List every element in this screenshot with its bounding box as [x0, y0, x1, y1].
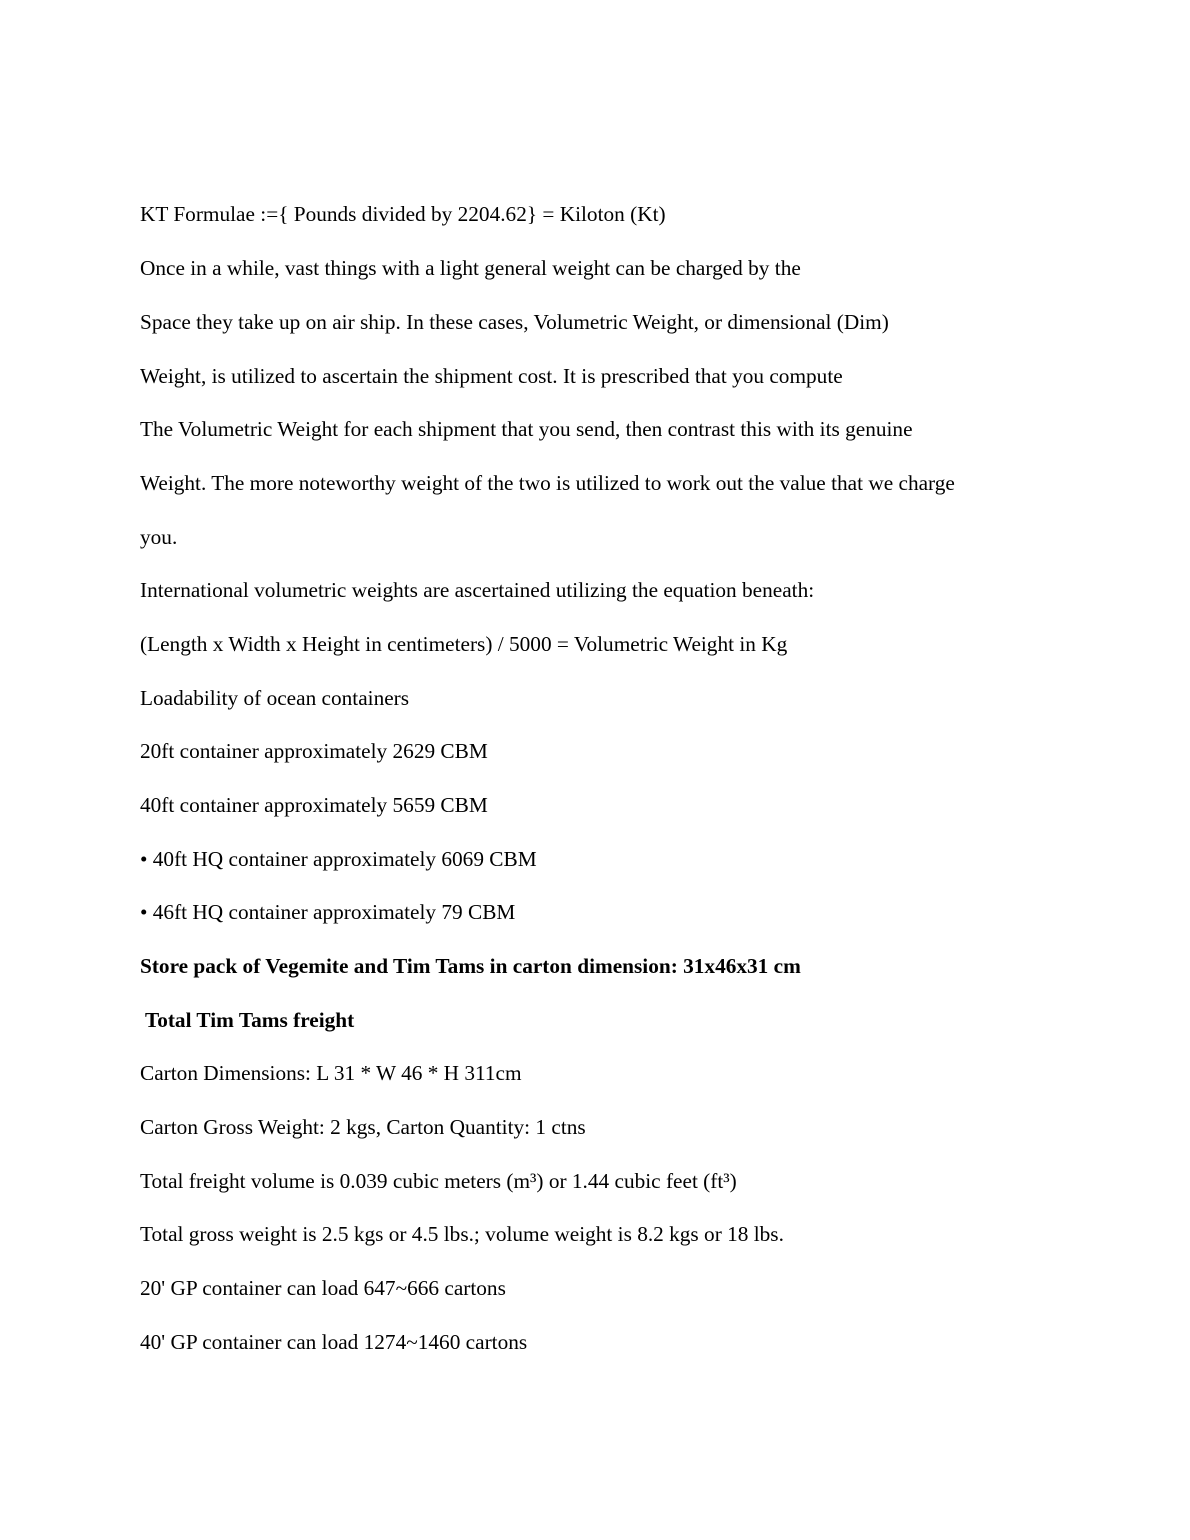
total-gross-weight-line: Total gross weight is 2.5 kgs or 4.5 lbs.; volume weight is 8.2 kgs or 18 lbs.	[140, 1222, 784, 1246]
paragraph-line-3: Weight, is utilized to ascertain the shipment cost. It is prescribed that you compute	[140, 364, 843, 388]
paragraph-line-1: Once in a while, vast things with a light general weight can be charged by the	[140, 256, 801, 280]
kt-formula-line: KT Formulae :={ Pounds divided by 2204.62} = Kiloton (Kt)	[140, 202, 666, 226]
container-40ft-line: 40ft container approximately 5659 CBM	[140, 793, 488, 817]
container-20ft-line: 20ft container approximately 2629 CBM	[140, 739, 488, 763]
carton-gross-weight-line: Carton Gross Weight: 2 kgs, Carton Quantity: 1 ctns	[140, 1115, 586, 1139]
container-40ft-hq-line: • 40ft HQ container approximately 6069 CBM	[140, 847, 537, 871]
paragraph-line-2: Space they take up on air ship. In these cases, Volumetric Weight, or dimensional (Dim)	[140, 310, 889, 334]
intl-volumetric-line: International volumetric weights are ascertained utilizing the equation beneath:	[140, 578, 815, 602]
total-freight-volume-line: Total freight volume is 0.039 cubic meters (m³) or 1.44 cubic feet (ft³)	[140, 1169, 737, 1193]
total-freight-heading: Total Tim Tams freight	[140, 1008, 355, 1032]
paragraph-line-5: Weight. The more noteworthy weight of the two is utilized to work out the value that we charge	[140, 471, 955, 495]
paragraph-line-6: you.	[140, 525, 178, 549]
paragraph-line-4: The Volumetric Weight for each shipment that you send, then contrast this with its genuine	[140, 417, 913, 441]
volumetric-equation-line: (Length x Width x Height in centimeters) / 5000 = Volumetric Weight in Kg	[140, 632, 788, 656]
carton-dimensions-line: Carton Dimensions: L 31 * W 46 * H 311cm	[140, 1061, 522, 1085]
gp40-load-line: 40' GP container can load 1274~1460 cartons	[140, 1330, 528, 1354]
store-pack-heading: Store pack of Vegemite and Tim Tams in carton dimension: 31x46x31 cm	[140, 954, 801, 978]
container-46ft-hq-line: • 46ft HQ container approximately 79 CBM	[140, 900, 516, 924]
loadability-heading: Loadability of ocean containers	[140, 686, 410, 710]
gp20-load-line: 20' GP container can load 647~666 cartons	[140, 1276, 506, 1300]
